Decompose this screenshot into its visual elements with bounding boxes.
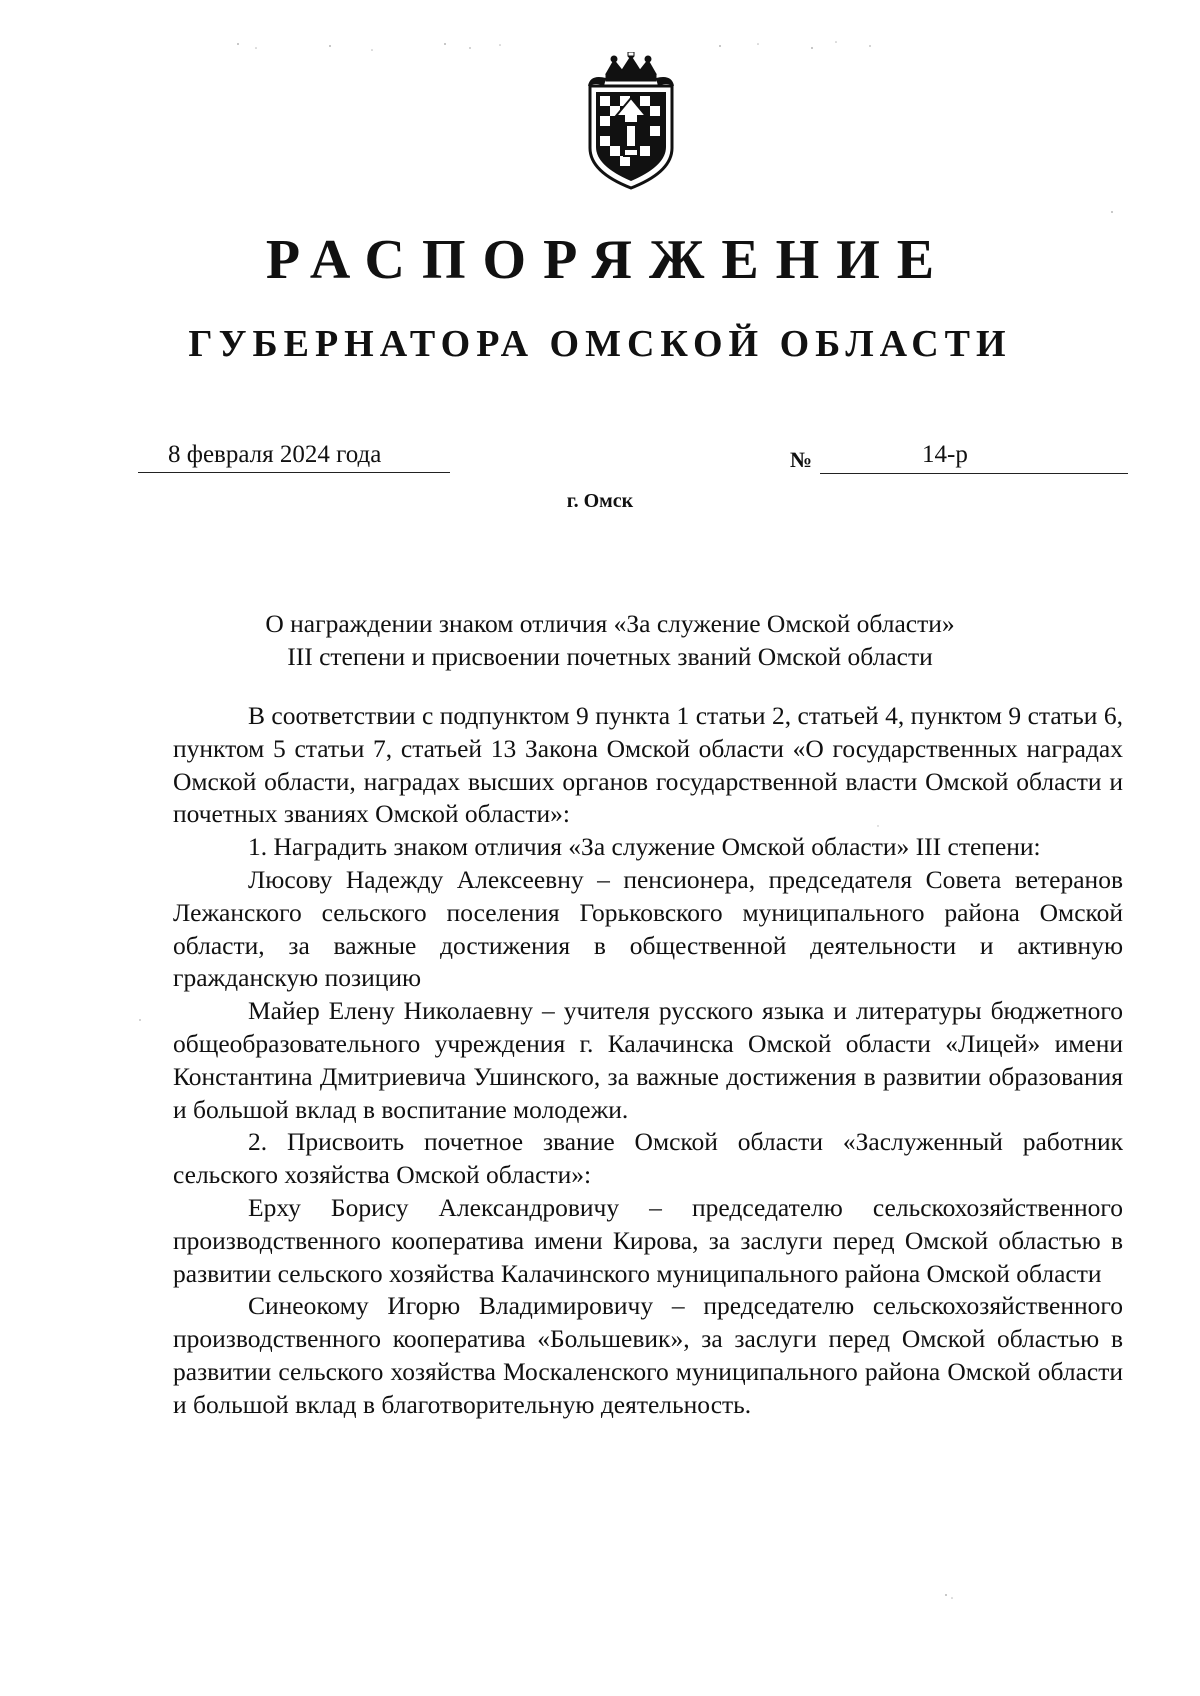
document-title: РАСПОРЯЖЕНИЕ	[265, 229, 952, 291]
document-number: 14-р	[922, 441, 968, 468]
item-2-awardee-2: Синеокому Игорю Владимировичу – председателю сельскохозяйственного производственного кооператива «Большевик», за заслуги перед Омской областью в развитии сельского хозяйства Москаленского муниципального района Омской области и большой вклад в благотворительную деятельность.	[173, 1291, 1123, 1419]
number-sign: №	[790, 447, 813, 472]
subject-line-1: О награждении знаком отличия «За служение Омской области»	[265, 609, 955, 638]
omsk-oblast-coat-of-arms-icon	[576, 52, 686, 192]
item-1-awardee-1: Люсову Надежду Алексеевну – пенсионера, председателя Совета ветеранов Лежанского сельского поселения Горьковского муниципального района Омской области, за важные достижения в общественной деятельности и активную гражданскую позицию	[173, 864, 1123, 993]
document-date: 8 февраля 2024 года	[138, 440, 450, 473]
item-1-intro: 1. Наградить знаком отличия «За служение Омской области» III степени:	[248, 832, 1041, 862]
preamble-paragraph: В соответствии с подпунктом 9 пункта 1 статьи 2, статьей 4, пунктом 9 статьи 6, пунктом 5 статьи 7, статьей 13 Закона Омской области «О государственных наградах Омской области, наградах высших органов государственной власти Омской области и почетных званиях Омской области»:	[173, 701, 1123, 829]
document-body	[173, 700, 1123, 1422]
number-underline	[820, 440, 1128, 474]
item-2-intro: 2. Присвоить почетное звание Омской области «Заслуженный работник сельского хозяйства Омской области»:	[173, 1127, 1123, 1190]
document-subject	[200, 607, 1020, 673]
item-1-awardee-2: Майер Елену Николаевну – учителя русского языка и литературы бюджетного общеобразовательного учреждения г. Калачинска Омской области «Лицей» имени Константина Дмитриевича Ушинского, за важные достижения в развитии образования и большой вклад в воспитание молодежи.	[173, 996, 1123, 1124]
item-2-awardee-1: Ерху Борису Александровичу – председателю сельскохозяйственного производственного кооператива имени Кирова, за заслуги перед Омской областью в развитии сельского хозяйства Калачинского муниципального района Омской области	[173, 1192, 1123, 1288]
document-subtitle: ГУБЕРНАТОРА ОМСКОЙ ОБЛАСТИ	[188, 323, 1012, 365]
subject-line-2: III степени и присвоении почетных званий Омской области	[287, 642, 933, 671]
document-city: г. Омск	[566, 490, 634, 512]
